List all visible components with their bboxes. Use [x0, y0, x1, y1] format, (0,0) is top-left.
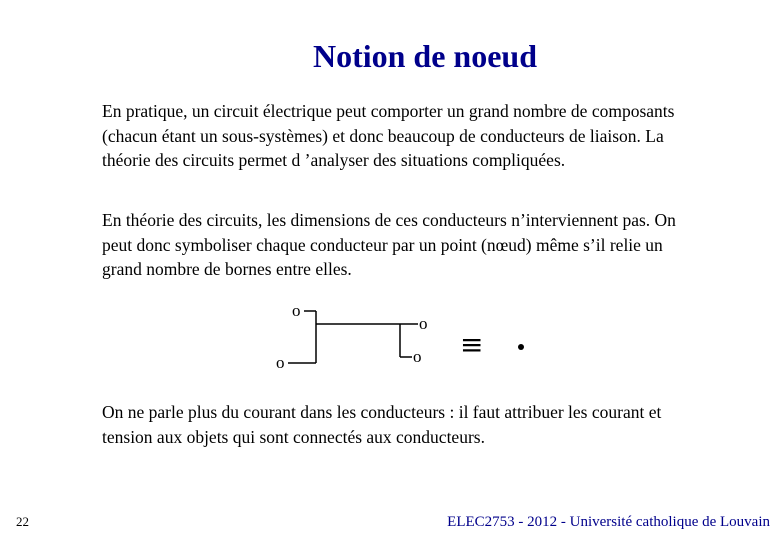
paragraph-node-concept: En théorie des circuits, les dimensions de ces conducteurs n’interviennent pas. On peut donc symboliser chaque conducteur par un point (nœud) même s’il relie un grand nombre de bornes entre elles. [102, 210, 676, 279]
footer-course: ELEC2753 - 2012 - Université catholique de Louvain [447, 514, 770, 530]
conductor-wires [288, 311, 418, 363]
paragraph-conclusion: On ne parle plus du courant dans les conducteurs : il faut attribuer les courant et tension aux objets qui sont connectés aux conducteurs. [102, 402, 662, 447]
terminal-bottom-left: o [276, 353, 285, 372]
page-number: 22 [16, 514, 29, 529]
paragraph-intro: En pratique, un circuit électrique peut comporter un grand nombre de composants (chacun étant un sous-systèmes) et donc beaucoup de conducteurs de liaison. La théorie des circuits permet d ’analyser des situations compliquées. [102, 101, 675, 170]
terminal-top-left: o [292, 301, 301, 320]
node-dot [518, 344, 524, 350]
terminal-right-bottom: o [413, 347, 422, 366]
terminal-right-top: o [419, 314, 428, 333]
equivalence-symbol: ≡ [460, 328, 484, 361]
slide-title: Notion de noeud [312, 38, 538, 74]
node-diagram [270, 300, 550, 380]
